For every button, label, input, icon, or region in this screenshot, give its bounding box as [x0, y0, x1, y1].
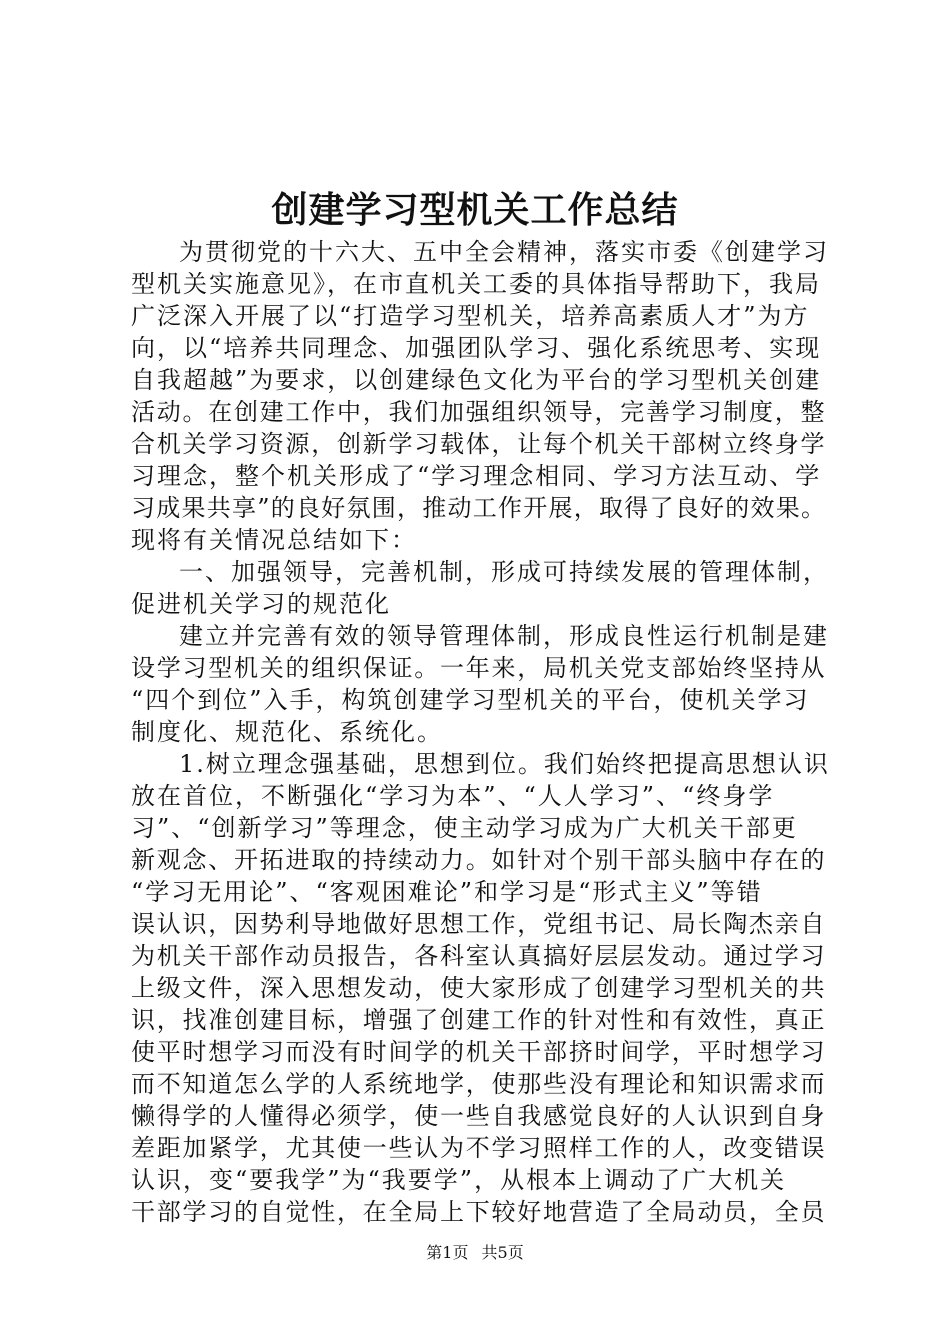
text-line: 上级文件，深入思想发动，使大家形成了创建学习型机关的共 [131, 974, 827, 1002]
text-line: 活动。在创建工作中，我们加强组织领导，完善学习制度，整 [131, 398, 827, 426]
text-line: 制度化、规范化、系统化。 [131, 718, 443, 746]
text-line: 习成果共享”的良好氛围，推动工作开展，取得了良好的效果。 [131, 494, 827, 522]
text-line: 建立并完善有效的领导管理体制，形成良性运行机制是建 [179, 622, 829, 650]
text-line: 新观念、开拓进取的持续动力。如针对个别干部头脑中存在的 [131, 846, 827, 874]
text-line: 而不知道怎么学的人系统地学，使那些没有理论和知识需求而 [131, 1070, 827, 1098]
text-line: 1.树立理念强基础，思想到位。我们始终把提高思想认识 [179, 750, 830, 778]
text-line: 认识，变“要我学”为“我要学”，从根本上调动了广大机关 [131, 1166, 787, 1194]
document-body [131, 236, 831, 1228]
text-line: 习”、“创新学习”等理念，使主动学习成为广大机关干部更 [131, 814, 798, 842]
section-heading-line: 促进机关学习的规范化 [131, 590, 391, 618]
section-heading-line: 一、加强领导，完善机制，形成可持续发展的管理体制， [179, 558, 829, 586]
text-line: 习理念，整个机关形成了“学习理念相同、学习方法互动、学 [131, 462, 822, 490]
text-line: 差距加紧学，尤其使一些认为不学习照样工作的人，改变错误 [131, 1134, 827, 1162]
text-line: 现将有关情况总结如下： [131, 526, 417, 554]
text-line: 干部学习的自觉性，在全局上下较好地营造了全局动员，全员 [131, 1198, 827, 1226]
page-number: 第1页 [426, 1243, 469, 1262]
page-total: 共5页 [481, 1243, 524, 1262]
page-footer [0, 1242, 950, 1264]
text-line: 放在首位，不断强化“学习为本”、“人人学习”、“终身学 [131, 782, 775, 810]
text-line: 为机关干部作动员报告，各科室认真搞好层层发动。通过学习 [131, 942, 827, 970]
text-line: 为贯彻党的十六大、五中全会精神，落实市委《创建学习 [179, 238, 829, 266]
text-line: 型机关实施意见》，在市直机关工委的具体指导帮助下，我局 [131, 270, 821, 298]
text-line: 自我超越”为要求，以创建绿色文化为平台的学习型机关创建 [131, 366, 822, 394]
text-line: “学习无用论”、“客观困难论”和学习是“形式主义”等错 [131, 878, 763, 906]
text-line: 设学习型机关的组织保证。一年来，局机关党支部始终坚持从 [131, 654, 827, 682]
text-line: 识，找准创建目标，增强了创建工作的针对性和有效性，真正 [131, 1006, 827, 1034]
text-line: 广泛深入开展了以“打造学习型机关，培养高素质人才”为方 [131, 302, 810, 330]
text-line: 向，以“培养共同理念、加强团队学习、强化系统思考、实现 [131, 334, 822, 362]
document-title: 创建学习型机关工作总结 [271, 189, 679, 231]
text-line: 误认识，因势利导地做好思想工作，党组书记、局长陶杰亲自 [131, 910, 827, 938]
text-line: 合机关学习资源，创新学习载体，让每个机关干部树立终身学 [131, 430, 827, 458]
text-line: “四个到位”入手，构筑创建学习型机关的平台，使机关学习 [131, 686, 810, 714]
text-line: 懒得学的人懂得必须学，使一些自我感觉良好的人认识到自身 [131, 1102, 827, 1130]
text-line: 使平时想学习而没有时间学的机关干部挤时间学，平时想学习 [131, 1038, 827, 1066]
